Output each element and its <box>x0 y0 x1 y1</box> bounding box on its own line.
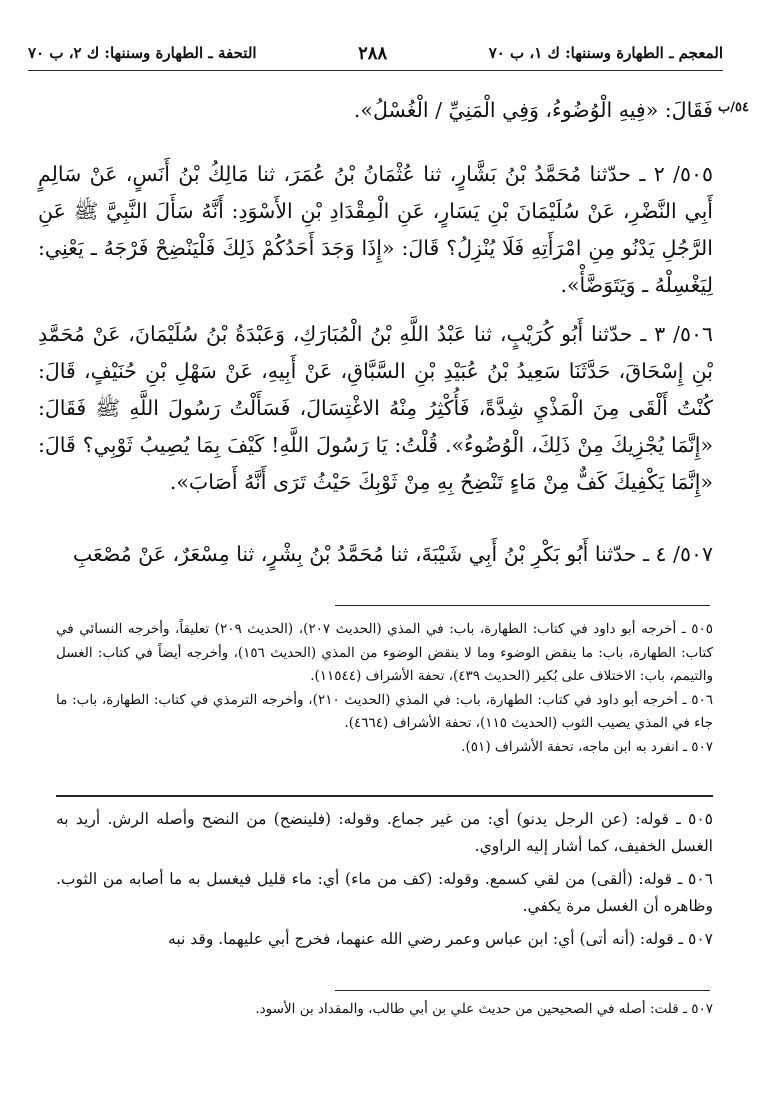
commentary <box>56 806 713 953</box>
footnotes <box>56 618 713 759</box>
bottom-note: ٥٠٧ ـ قلت: أصله في الصحيحين من حديث علي بن أبي طالب، والمقداد بن الأسود. <box>255 1001 713 1017</box>
footnote-505: ٥٠٥ ـ أخرجه أبو داود في كتاب: الطهارة، باب: في المذي (الحديث ٢٠٧)، (الحديث ٢٠٩) تعليقاً، وأخرجه النسائي في كتاب: الطهارة، باب: ما ينقض الوضوء وما لا ينقض الوضوء من المذي (الحديث ١٥٦)، وأخرجه أيضاً في كتاب: الغسل والتيمم، باب: الاختلاف على بُكير (الحديث ٤٣٩)، تحفة الأشراف (١١٥٤٤). <box>56 621 713 684</box>
footnote-507: ٥٠٧ ـ انفرد به ابن ماجه، تحفة الأشراف (٥١). <box>461 738 713 755</box>
header-right: المعجم ـ الطهارة وسننها: ك ١، ب ٧٠ <box>488 44 723 62</box>
footnote-506: ٥٠٦ ـ أخرجه أبو داود في كتاب: الطهارة، باب: في المذي (الحديث ٢١٠)، وأخرجه الترمذي في كتاب: الطهارة، باب: ما جاء في المذي يصيب الثوب (الحديث ١١٥)، تحفة الأشراف (٤٦٦٤). <box>56 691 713 731</box>
header-left: التحفة ـ الطهارة وسننها: ك ٢، ب ٧٠ <box>28 44 257 62</box>
hadith-507-text: ٥٠٧/ ٤ ـ حدّثنا أَبُو بَكْرِ بْنُ أَبِي شَيْبَةَ، ثنا مُحَمَّدُ بْنُ بِشْرٍ، ثنا مِسْعَرٌ، عَنْ مُصْعَبِ <box>72 542 713 566</box>
running-header <box>28 38 723 71</box>
commentary-505: ٥٠٥ ـ قوله: (عن الرجل يدنو) أي: من غير جماع. وقوله: (فلينضح) من النضح وأصله الرش. أريد به الغسل الخفيف، كما أشار إليه الراوي. <box>56 810 713 855</box>
hadith-507 <box>38 536 713 573</box>
intro-line <box>38 92 713 129</box>
commentary-divider <box>56 795 713 797</box>
intro-text: فَقَالَ: «فِيهِ الْوُضُوءُ، وَفِي الْمَنِيِّ / الْغُسْلُ». <box>353 98 713 122</box>
hadith-506-text: ٥٠٦/ ٣ ـ حدّثنا أَبُو كُرَيْبٍ، ثنا عَبْدُ اللَّهِ بْنُ الْمُبَارَكِ، وَعَبْدَةُ بْنُ سُلَيْمَانَ، عَنْ مُحَمَّدِ بْنِ إِسْحَاقَ، حَدَّثَنَا سَعِيدُ بْنُ عُبَيْدِ بْنِ السَّبَّاقِ، عَنْ أَبِيهِ، عَنْ سَهْلِ بْنِ حُنَيْفٍ، قَالَ: كُنْتُ أَلْقَى مِنَ الْمَذْيِ شِدَّةً، فَأُكْثِرُ مِنْهُ الاغْتِسَالَ، فَسَأَلْتُ رَسُولَ اللَّهِ ﷺ فَقَالَ: «إِنَّمَا يُجْزِيكَ مِنْ ذَلِكَ، الْوُضُوءُ». قُلْتُ: يَا رَسُولَ اللَّهِ! كَيْفَ بِمَا يُصِيبُ ثَوْبِي؟ قَالَ: «إِنَّمَا يَكْفِيكَ كَفٌّ مِنْ مَاءٍ تَنْضِحُ بِهِ مِنْ ثَوْبِكَ حَيْثُ تَرَى أَنَّهُ أَصَابَ». <box>38 322 713 494</box>
bottom-note-divider <box>335 990 710 991</box>
page-number: ٢٨٨ <box>358 42 388 64</box>
hadith-506 <box>38 316 713 501</box>
footnote-divider <box>335 605 710 606</box>
commentary-506: ٥٠٦ ـ قوله: (ألقى) من لقي كسمع. وقوله: (كف من ماء) أي: ماء قليل فيغسل به ما أصابه من الثوب. وظاهره أن الغسل مرة يكفي. <box>56 870 713 915</box>
hadith-505-text: ٥٠٥/ ٢ ـ حدّثنا مُحَمَّدُ بْنُ بَشَّارٍ، ثنا عُثْمَانُ بْنُ عُمَرَ، ثنا مَالِكُ بْنُ أَنَسٍ، عَنْ سَالِمٍ أَبِي النَّضْرِ، عَنْ سُلَيْمَانَ بْنِ يَسَارٍ، عَنِ الْمِقْدَادِ بْنِ الأَسْوَدِ: أَنَّهُ سَأَلَ النَّبِيَّ ﷺ عَنِ الرَّجُلِ يَدْنُو مِنِ امْرَأَتِهِ فَلَا يُنْزِلُ؟ قَالَ: «إِذَا وَجَدَ أَحَدُكُمْ ذَلِكَ فَلْيَنْضِحْ فَرْجَهُ ـ يَعْنِي: لِيَغْسِلْهُ ـ وَيَتَوَضَّأْ». <box>38 162 713 297</box>
hadith-505 <box>38 156 713 304</box>
manuscript-folio-marker: ٥٤/ب <box>718 100 749 115</box>
commentary-507: ٥٠٧ ـ قوله: (أنه أتى) أي: ابن عباس وعمر رضي الله عنهما، فخرج أبي عليهما. وقد نبه <box>168 930 713 948</box>
